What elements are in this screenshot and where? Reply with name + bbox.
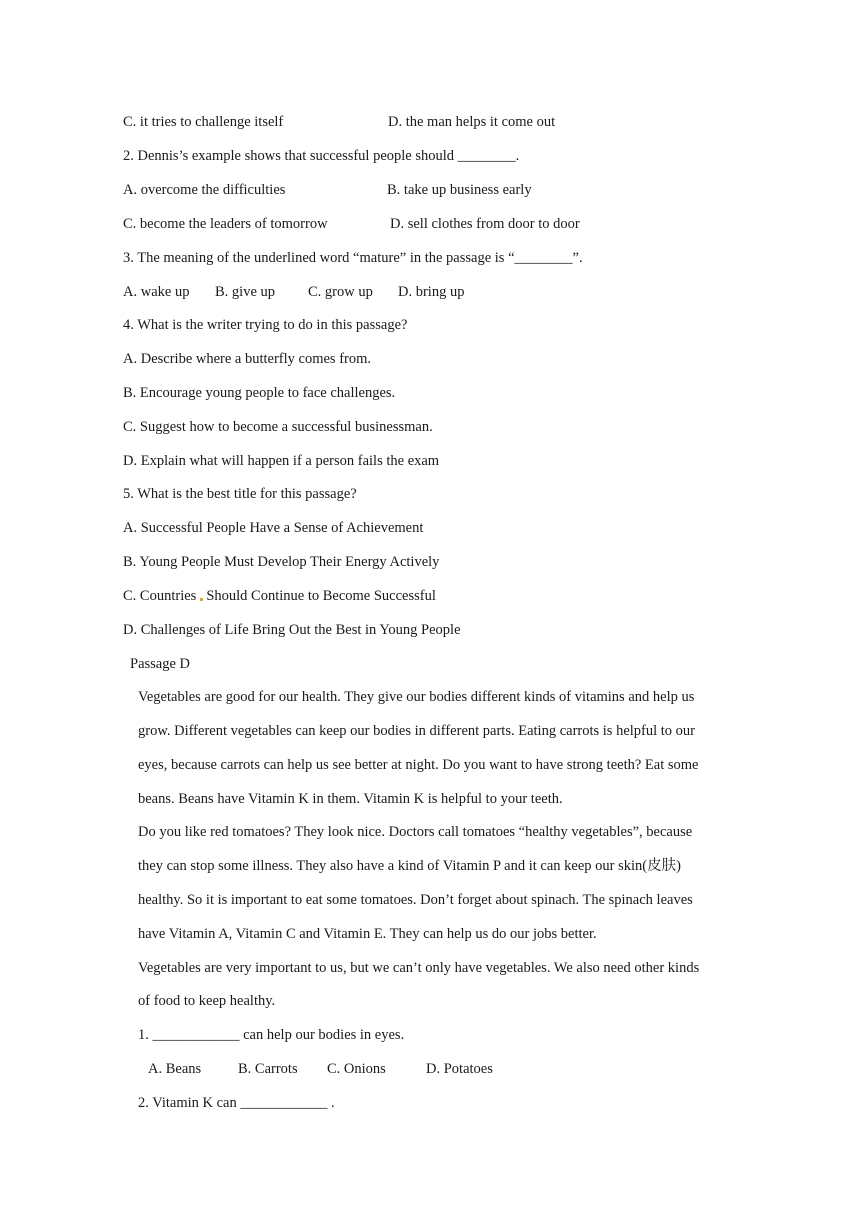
q3-option-b: B. give up <box>215 284 276 300</box>
question-4: 4. What is the writer trying to do in this passage? <box>123 317 408 333</box>
q3-option-a: A. wake up <box>123 284 190 300</box>
q2-option-c: C. become the leaders of tomorrow <box>123 216 328 232</box>
d-q1-option-a: A. Beans <box>148 1061 202 1077</box>
question-2: 2. Dennis’s example shows that successful people should ________. <box>123 148 520 164</box>
q5-option-d: D. Challenges of Life Bring Out the Best in Young People <box>123 622 461 638</box>
q2-option-b: B. take up business early <box>387 182 532 198</box>
passage-line: grow. Different vegetables can keep our bodies in different parts. Eating carrots is helpful to our <box>138 723 695 739</box>
q4-option-c: C. Suggest how to become a successful businessman. <box>123 419 433 435</box>
q5-option-a: A. Successful People Have a Sense of Achievement <box>123 520 424 536</box>
d-q1-option-c: C. Onions <box>327 1061 386 1077</box>
d-question-2: 2. Vitamin K can ____________ . <box>138 1095 335 1111</box>
passage-line: Do you like red tomatoes? They look nice. Doctors call tomatoes “healthy vegetables”, because <box>138 824 693 840</box>
passage-line: Vegetables are very important to us, but we can’t only have vegetables. We also need other kinds <box>138 960 700 976</box>
q2-option-d: D. sell clothes from door to door <box>390 216 580 232</box>
passage-line: Vegetables are good for our health. They give our bodies different kinds of vitamins and help us <box>138 689 695 705</box>
passage-line: have Vitamin A, Vitamin C and Vitamin E. They can help us do our jobs better. <box>138 926 597 942</box>
q4-option-b: B. Encourage young people to face challenges. <box>123 385 396 401</box>
q5-option-c: C. Countries Should Continue to Become Successful <box>123 588 436 604</box>
q5-option-b: B. Young People Must Develop Their Energy Actively <box>123 554 440 570</box>
q3-option-c: C. grow up <box>308 284 373 300</box>
d-q1-option-d: D. Potatoes <box>426 1061 493 1077</box>
option-c-line: C. it tries to challenge itself <box>123 114 284 130</box>
passage-title: Passage D <box>130 656 191 672</box>
d-question-1: 1. ____________ can help our bodies in eyes. <box>138 1027 405 1043</box>
question-5: 5. What is the best title for this passage? <box>123 486 357 502</box>
option-d-line: D. the man helps it come out <box>388 114 556 130</box>
question-3: 3. The meaning of the underlined word “mature” in the passage is “________”. <box>123 250 583 266</box>
stray-dot-mark <box>200 598 203 601</box>
passage-line: beans. Beans have Vitamin K in them. Vitamin K is helpful to your teeth. <box>138 791 563 807</box>
q2-option-a: A. overcome the difficulties <box>123 182 286 198</box>
passage-line: they can stop some illness. They also have a kind of Vitamin P and it can keep our skin(皮肤) <box>138 858 681 874</box>
q4-option-d: D. Explain what will happen if a person fails the exam <box>123 453 440 469</box>
passage-line: eyes, because carrots can help us see better at night. Do you want to have strong teeth? Eat some <box>138 757 699 773</box>
q3-option-d: D. bring up <box>398 284 465 300</box>
passage-line: of food to keep healthy. <box>138 993 276 1009</box>
passage-line: healthy. So it is important to eat some tomatoes. Don’t forget about spinach. The spinach leaves <box>138 892 693 908</box>
q4-option-a: A. Describe where a butterfly comes from. <box>123 351 372 367</box>
d-q1-option-b: B. Carrots <box>238 1061 298 1077</box>
